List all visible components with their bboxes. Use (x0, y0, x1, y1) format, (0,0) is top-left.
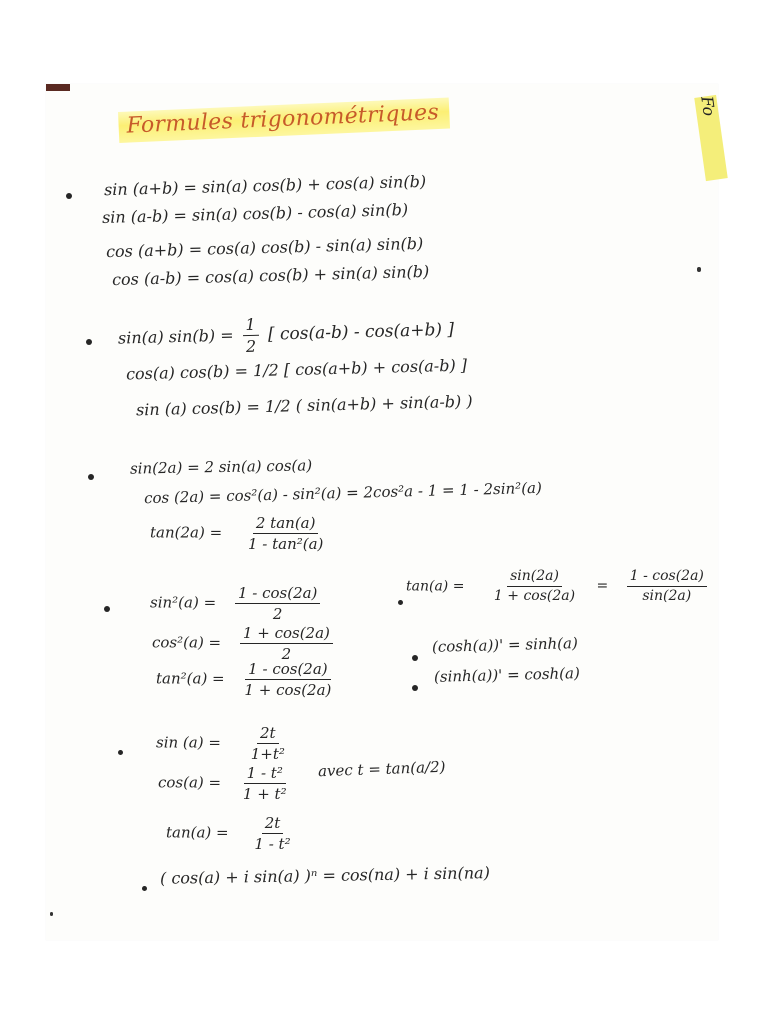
sin-squared-fraction (235, 584, 320, 623)
bullet-section-3 (88, 474, 94, 480)
fraction-denominator: 1 + cos(2a) (244, 681, 332, 699)
fraction-denominator: 1 - tan²(a) (247, 535, 324, 553)
fraction-denominator: 2 (245, 336, 257, 357)
formula-tan-half-angle (406, 568, 711, 605)
fraction-denominator: 2 (272, 605, 283, 623)
formula-cosh-derivative: (cosh(a))' = sinh(a) (431, 634, 579, 656)
bullet-section-1 (66, 193, 72, 199)
formula-sin-sum: sin (a+b) = sin(a) cos(b) + cos(a) sin(b) (103, 171, 427, 200)
ink-speck (50, 912, 53, 916)
fraction-numerator: 1 - t² (244, 764, 286, 784)
formula-sin-t (156, 724, 292, 763)
fraction-denominator: 1 - t² (254, 835, 291, 853)
formula-sin-diff: sin (a-b) = sin(a) cos(b) - cos(a) sin(b) (101, 199, 409, 228)
fraction-numerator: 1 - cos(2a) (245, 660, 330, 680)
fraction-denominator: 1 + cos(2a) (493, 587, 576, 604)
tan-identity-equals: = (596, 578, 609, 595)
fraction-numerator: 2t (262, 814, 284, 834)
formula-cos-sum: cos (a+b) = cos(a) cos(b) - sin(a) sin(b) (105, 233, 424, 262)
formula-sin-squared (150, 584, 324, 623)
bullet-tan-identity (398, 600, 403, 605)
bullet-section-4 (104, 606, 110, 612)
sin-t-lhs: sin (a) = (156, 733, 221, 752)
tan-t-fraction (251, 814, 293, 853)
formula-de-moivre: ( cos(a) + i sin(a) )ⁿ = cos(na) + i sin(na) (159, 863, 491, 888)
fraction-one-half (242, 315, 259, 357)
tan-identity-fraction-1 (491, 568, 578, 605)
formula-sin-sin-product (118, 310, 455, 360)
cos-t-lhs: cos(a) = (158, 773, 222, 792)
fraction-denominator: sin(2a) (642, 587, 692, 604)
substitution-note: avec t = tan(a/2) (317, 757, 446, 781)
fraction-numerator: sin(2a) (507, 568, 562, 587)
tan-double-fraction (245, 514, 326, 553)
fraction-numerator: 2t (257, 724, 279, 744)
formula-cos-t (158, 764, 294, 803)
page-title: Formules trigonométriques (118, 98, 450, 143)
cos-squared-fraction (240, 624, 333, 663)
fraction-denominator: 1+t² (250, 745, 285, 763)
side-sticky-note-text: Fo (697, 94, 719, 118)
sin-sin-lhs: sin(a) sin(b) = (117, 325, 234, 348)
bullet-section-6 (142, 886, 147, 891)
bullet-sinh-derivative (412, 685, 418, 691)
fraction-numerator: 1 (242, 315, 259, 337)
sin-squared-lhs: sin²(a) = (150, 593, 217, 612)
formula-sinh-derivative: (sinh(a))' = cosh(a) (433, 664, 581, 686)
formula-sin-cos-product: sin (a) cos(b) = 1/2 ( sin(a+b) + sin(a-b) ) (135, 391, 473, 420)
formula-tan-t (166, 814, 298, 853)
formula-tan-squared (156, 660, 338, 699)
tan-identity-lhs: tan(a) = (406, 578, 465, 595)
formula-tan-double (150, 514, 330, 553)
formula-cos-cos-product: cos(a) cos(b) = 1/2 [ cos(a+b) + cos(a-b) ] (125, 355, 468, 384)
formula-sin-double: sin(2a) = 2 sin(a) cos(a) (129, 456, 313, 478)
fraction-denominator: 2 (281, 645, 292, 663)
tan-squared-fraction (241, 660, 334, 699)
sin-sin-rhs: [ cos(a-b) - cos(a+b) ] (267, 319, 455, 345)
fraction-numerator: 2 tan(a) (253, 514, 319, 534)
bullet-cosh-derivative (412, 655, 418, 661)
formula-cos-diff: cos (a-b) = cos(a) cos(b) + sin(a) sin(b) (111, 261, 430, 290)
fraction-numerator: 1 + cos(2a) (240, 624, 333, 644)
tan-t-lhs: tan(a) = (166, 823, 229, 842)
sin-t-fraction (248, 724, 288, 763)
tan-double-lhs: tan(2a) = (150, 523, 223, 542)
fraction-denominator: 1 + t² (242, 785, 287, 803)
formula-cos-squared (152, 624, 337, 663)
page-corner-mark (46, 84, 70, 91)
tan-squared-lhs: tan²(a) = (156, 669, 225, 688)
fraction-numerator: 1 - cos(2a) (627, 568, 707, 587)
fraction-numerator: 1 - cos(2a) (235, 584, 320, 604)
cos-t-fraction (240, 764, 290, 803)
ink-speck (697, 267, 701, 272)
tan-identity-fraction-2 (627, 568, 707, 605)
bullet-section-5 (118, 750, 123, 755)
cos-squared-lhs: cos²(a) = (152, 633, 222, 652)
bullet-section-2 (86, 339, 92, 345)
formula-cos-double: cos (2a) = cos²(a) - sin²(a) = 2cos²a - 1 = 1 - 2sin²(a) (143, 478, 543, 508)
